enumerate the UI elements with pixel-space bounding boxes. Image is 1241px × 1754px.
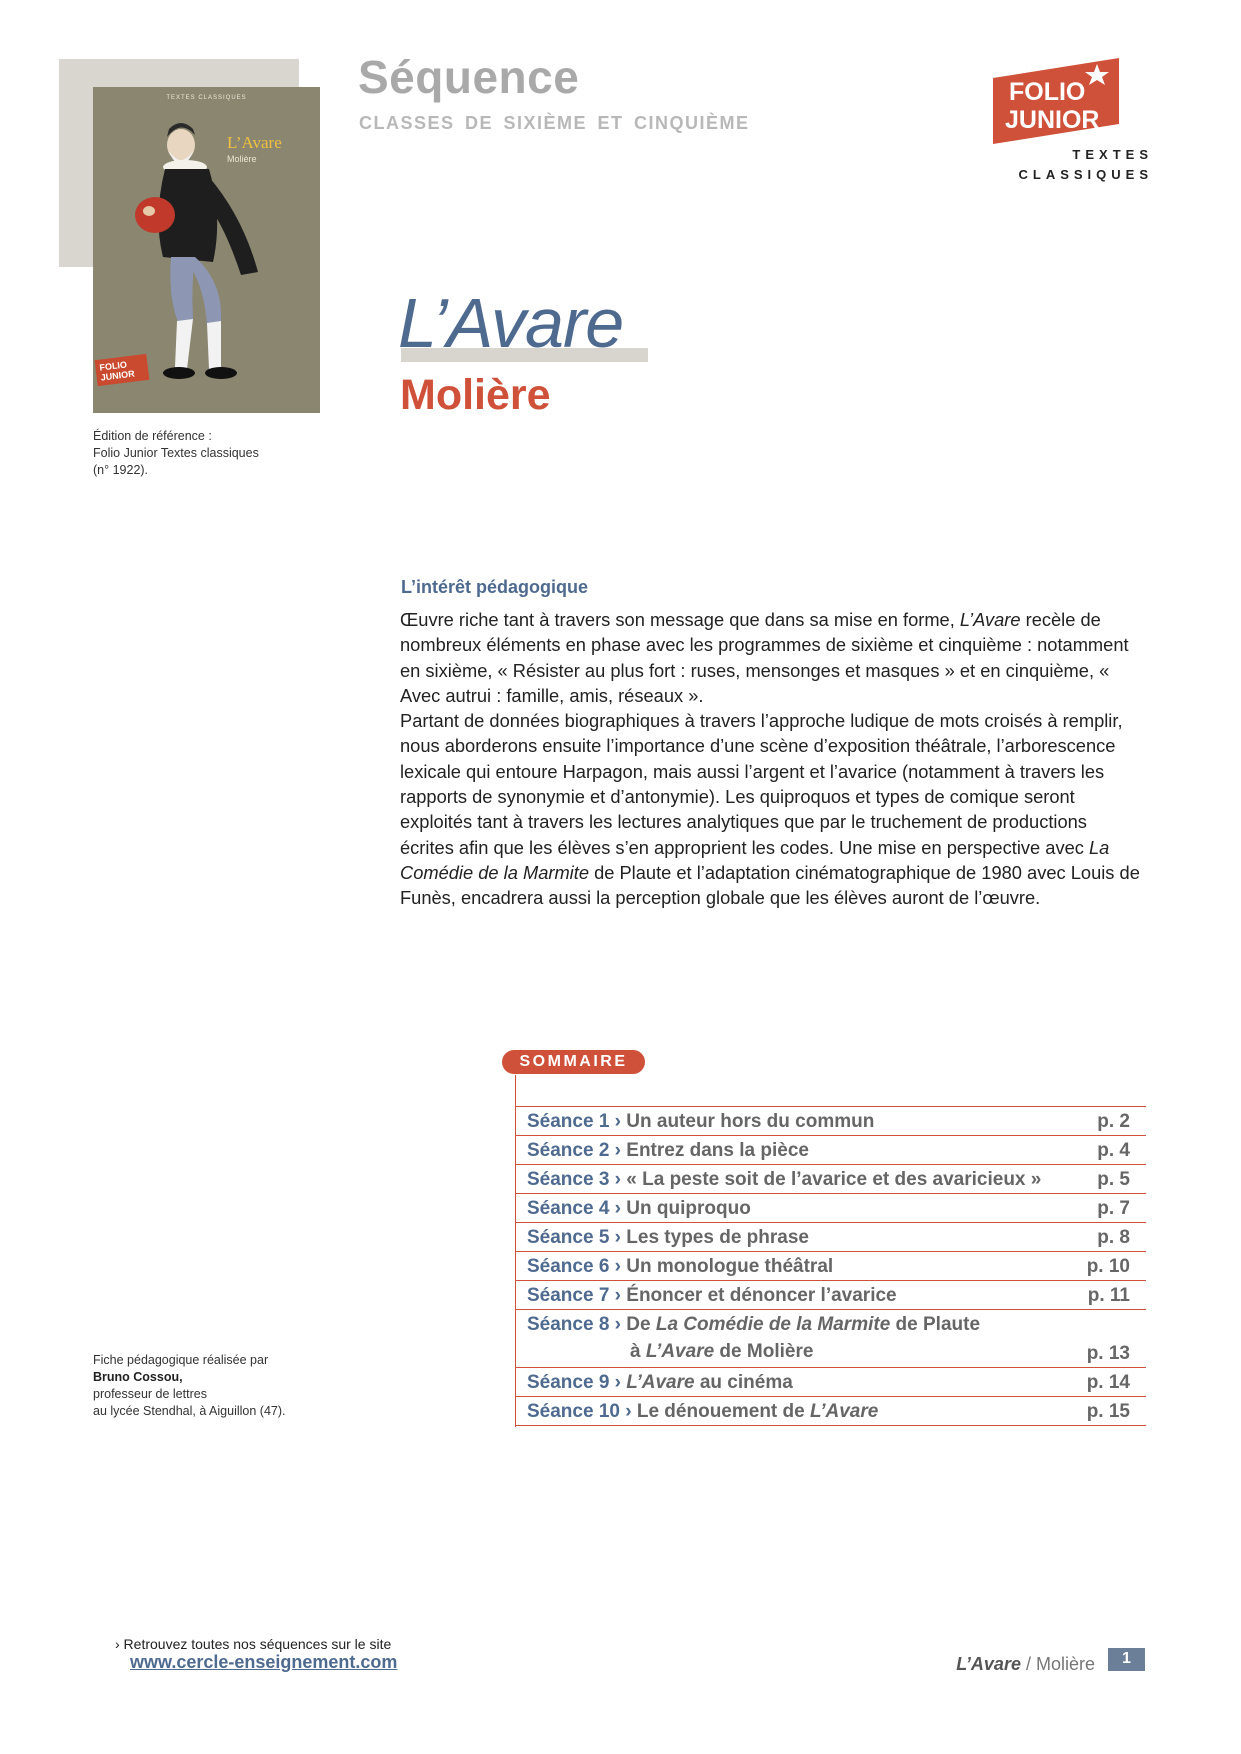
cover-logo-line1: FOLIO xyxy=(98,359,128,373)
cover-logo-line2: JUNIOR xyxy=(100,368,136,383)
table-of-contents xyxy=(515,1106,1146,1426)
toc-page: p. 14 xyxy=(1086,1372,1130,1393)
toc-item-3[interactable]: Séance 3 › « La peste soit de l’avarice et des avaricieux » p. 5 xyxy=(515,1164,1146,1193)
book-cover-image xyxy=(93,87,320,413)
sequence-subtitle: CLASSES DE SIXIÈME ET CINQUIÈME xyxy=(359,113,750,133)
logo-line1: FOLIO xyxy=(1009,78,1086,106)
logo-label-textes: TEXTES xyxy=(1072,147,1153,162)
credit-line1: Fiche pédagogique réalisée par xyxy=(93,1353,269,1367)
toc-item-6[interactable]: Séance 6 › Un monologue théâtral p. 10 xyxy=(515,1251,1146,1280)
interest-paragraph-1: Œuvre riche tant à travers son message que dans sa mise en forme, L’Avare recèle de nombreux éléments en phase avec les programmes de sixième et cinquième : notamment en sixième, « Résister au plus fort : ruses, mensonges et masques » et en cinquième, « Avec autrui : famille, amis, réseaux ». xyxy=(400,609,1129,706)
toc-page: p. 10 xyxy=(1086,1256,1130,1277)
credit-name: Bruno Cossou, xyxy=(93,1370,183,1384)
toc-page: p. 7 xyxy=(1097,1198,1130,1219)
reference-edition-note xyxy=(93,428,259,479)
book-title: L’Avare xyxy=(398,284,624,362)
toc-page: p. 4 xyxy=(1097,1140,1130,1161)
reference-line1: Édition de référence : xyxy=(93,429,212,443)
credit-line3: professeur de lettres xyxy=(93,1387,207,1401)
interest-heading: L’intérêt pédagogique xyxy=(401,577,589,597)
book-author: Molière xyxy=(400,371,551,419)
interest-paragraph-2: Partant de données biographiques à travers l’approche ludique de mots croisés à remplir, nous aborderons ensuite l’importance d’une scène d’exposition théâtrale, l’arborescence lexicale qui entoure Harpagon, mais aussi l’argent et l’avarice (notamment à travers les rapports de synonymie et d’antonymie). Les quiproquos et types de comique seront exploités tant à travers les lectures analytiques que par le truchement de productions écrites afin que les élèves s’en approprient les codes. Une mise en perspective avec La Comédie de la Marmite de Plaute et l’adaptation cinématographique de 1980 avec Louis de Funès, encadrera aussi la perception globale que les élèves auront de l’œuvre. xyxy=(400,710,1140,909)
footer-doc-title: L’Avare / Molière xyxy=(956,1654,1095,1674)
footer-prompt: › Retrouvez toutes nos séquences sur le site xyxy=(115,1636,392,1652)
toc-item-1[interactable]: Séance 1 › Un auteur hors du commun p. 2 xyxy=(515,1106,1146,1135)
author-credit xyxy=(93,1352,286,1420)
interest-text xyxy=(400,607,1140,911)
toc-item-4[interactable]: Séance 4 › Un quiproquo p. 7 xyxy=(515,1193,1146,1222)
toc-item-9[interactable]: Séance 9 › L’Avare au cinéma p. 14 xyxy=(515,1367,1146,1396)
reference-line2: Folio Junior Textes classiques xyxy=(93,446,259,460)
sommaire-label: SOMMAIRE xyxy=(502,1050,645,1074)
toc-page: p. 13 xyxy=(1086,1343,1130,1364)
toc-item-2[interactable]: Séance 2 › Entrez dans la pièce p. 4 xyxy=(515,1135,1146,1164)
cover-series-label: TEXTES CLASSIQUES xyxy=(166,95,247,101)
page-number: 1 xyxy=(1108,1648,1145,1671)
toc-page: p. 5 xyxy=(1097,1169,1130,1190)
toc-page: p. 8 xyxy=(1097,1227,1130,1248)
logo-line2: JUNIOR xyxy=(1005,106,1100,134)
cover-author: Molière xyxy=(227,154,257,164)
toc-item-7[interactable]: Séance 7 › Énoncer et dénoncer l’avarice p. 11 xyxy=(515,1280,1146,1309)
logo-label-classiques: CLASSIQUES xyxy=(1018,167,1153,182)
toc-page: p. 11 xyxy=(1087,1285,1130,1306)
sequence-title: Séquence xyxy=(358,51,580,103)
footer-url-link[interactable]: www.cercle-enseignement.com xyxy=(130,1652,398,1672)
cover-title: L’Avare xyxy=(227,133,282,152)
toc-item-5[interactable]: Séance 5 › Les types de phrase p. 8 xyxy=(515,1222,1146,1251)
toc-item-8[interactable]: Séance 8 › De La Comédie de la Marmite de Plaute à L’Avare de Molière p. 13 xyxy=(515,1309,1146,1367)
reference-line3: (n° 1922). xyxy=(93,463,149,477)
folio-junior-logo xyxy=(993,58,1119,144)
toc-page: p. 2 xyxy=(1097,1111,1130,1132)
credit-line4: au lycée Stendhal, à Aiguillon (47). xyxy=(93,1404,286,1418)
toc-item-10[interactable]: Séance 10 › Le dénouement de L’Avare p. 15 xyxy=(515,1396,1146,1426)
toc-page: p. 15 xyxy=(1086,1401,1130,1422)
